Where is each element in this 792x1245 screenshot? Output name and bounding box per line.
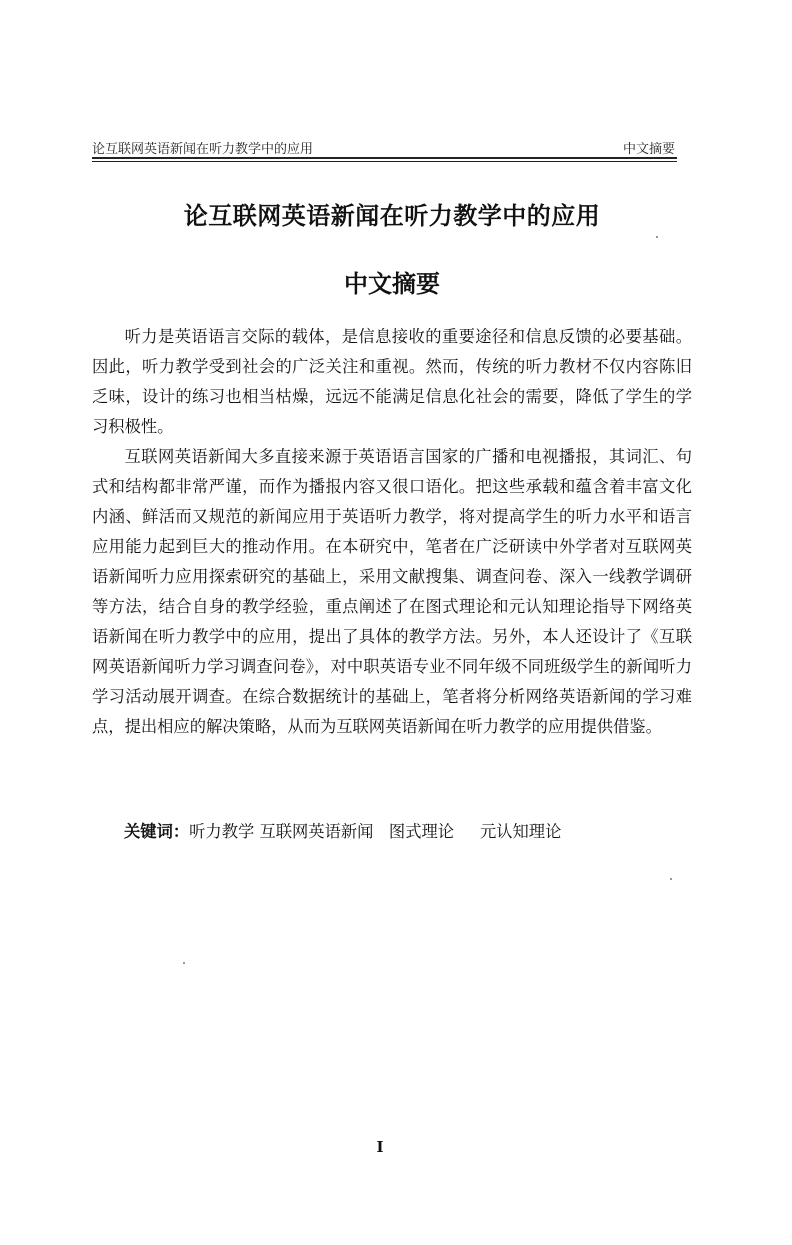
keywords-list: 听力教学 互联网英语新闻 图式理论 元认知理论 <box>189 822 562 841</box>
keywords-line <box>124 818 561 842</box>
abstract-paragraph-2: 互联网英语新闻大多直接来源于英语语言国家的广播和电视播报，其词汇、句式和结构都非常严谨，而作为播报内容又很口语化。把这些承载和蕴含着丰富文化内涵、鲜活而又规范的新闻应用于英语听力教学，将对提高学生的听力水平和语言应用能力起到巨大的推动作用。在本研究中，笔者在广泛研读中外学者对互联网英语新闻听力应用探索研究的基础上，采用文献搜集、调查问卷、深入一线教学调研等方法，结合自身的教学经验，重点阐述了在图式理论和元认知理论指导下网络英语新闻在听力教学中的应用，提出了具体的教学方法。另外，本人还设计了《互联网英语新闻听力学习调查问卷》，对中职英语专业不同年级不同班级学生的新闻听力学习活动展开调查。在综合数据统计的基础上，笔者将分析网络英语新闻的学习难点，提出相应的解决策略，从而为互联网英语新闻在听力教学的应用提供借鉴。 <box>92 447 692 736</box>
keywords-label: 关键词： <box>124 822 190 841</box>
scan-speck <box>670 878 672 880</box>
page-number: I <box>376 1138 384 1156</box>
abstract-body <box>92 322 692 742</box>
header-rule-thin <box>92 161 677 162</box>
running-header-section: 中文摘要 <box>622 142 675 157</box>
abstract-heading: 中文摘要 <box>344 270 440 298</box>
abstract-paragraph-1: 听力是英语语言交际的载体，是信息接收的重要途径和信息反馈的必要基础。因此，听力教学受到社会的广泛关注和重视。然而，传统的听力教材不仅内容陈旧乏味，设计的练习也相当枯燥，远远不能满足信息化社会的需要，降低了学生的学习积极性。 <box>92 327 692 436</box>
scan-speck <box>183 962 185 964</box>
page-title: 论互联网英语新闻在听力教学中的应用 <box>183 202 601 230</box>
running-header <box>92 136 677 158</box>
scan-speck <box>656 236 658 238</box>
running-header-title: 论互联网英语新闻在听力教学中的应用 <box>92 142 314 157</box>
header-rule <box>92 157 677 159</box>
